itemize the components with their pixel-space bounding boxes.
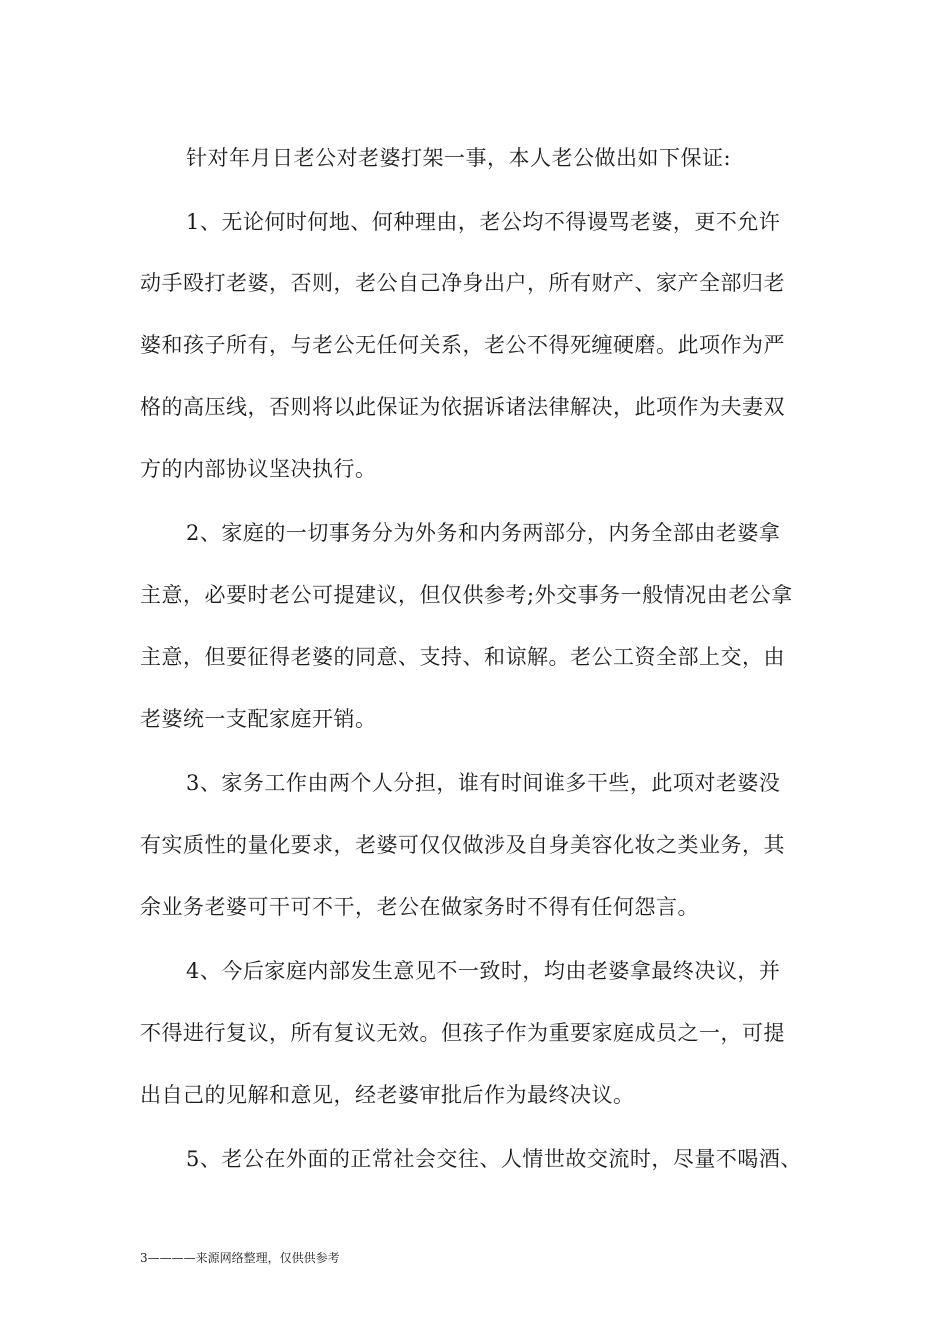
clause-3-line-2: 有实质性的量化要求，老婆可仅仅做涉及自身美容化妆之类业务，其 xyxy=(140,833,785,857)
clause-1-line-5: 方的内部协议坚决执行。 xyxy=(140,457,377,481)
clause-4-line-3: 出自己的见解和意见，经老婆审批后作为最终决议。 xyxy=(140,1083,635,1107)
clause-2-line-3: 主意，但要征得老婆的同意、支持、和谅解。老公工资全部上交，由 xyxy=(140,645,785,669)
intro-line: 针对年月日老公对老婆打架一事，本人老公做出如下保证: xyxy=(186,146,732,170)
clause-5-line-1: 5、老公在外面的正常社会交往、人情世故交流时，尽量不喝酒、 xyxy=(186,1147,802,1171)
clause-2-line-4: 老婆统一支配家庭开销。 xyxy=(140,707,377,731)
page-footer: 3————来源网络整理，仅供供参考 xyxy=(140,1251,340,1265)
clause-3-line-3: 余业务老婆可干可不干，老公在做家务时不得有任何怨言。 xyxy=(140,895,699,919)
clause-1-line-3: 婆和孩子所有，与老公无任何关系，老公不得死缠硬磨。此项作为严 xyxy=(140,333,785,357)
clause-1-line-1: 1、无论何时何地、何种理由，老公均不得谩骂老婆，更不允许 xyxy=(186,210,781,234)
clause-4-line-2: 不得进行复议，所有复议无效。但孩子作为重要家庭成员之一，可提 xyxy=(140,1021,785,1045)
clause-2-line-1: 2、家庭的一切事务分为外务和内务两部分，内务全部由老婆拿 xyxy=(186,521,781,545)
clause-4-line-1: 4、今后家庭内部发生意见不一致时，均由老婆拿最终决议，并 xyxy=(186,959,781,983)
clause-1-line-2: 动手殴打老婆，否则，老公自己净身出户，所有财产、家产全部归老 xyxy=(140,271,785,295)
clause-2-line-2: 主意，必要时老公可提建议，但仅供参考;外交事务一般情况由老公拿 xyxy=(140,583,793,607)
clause-1-line-4: 格的高压线，否则将以此保证为依据诉诸法律解决，此项作为夫妻双 xyxy=(140,395,785,419)
clause-3-line-1: 3、家务工作由两个人分担，谁有时间谁多干些，此项对老婆没 xyxy=(186,771,781,795)
